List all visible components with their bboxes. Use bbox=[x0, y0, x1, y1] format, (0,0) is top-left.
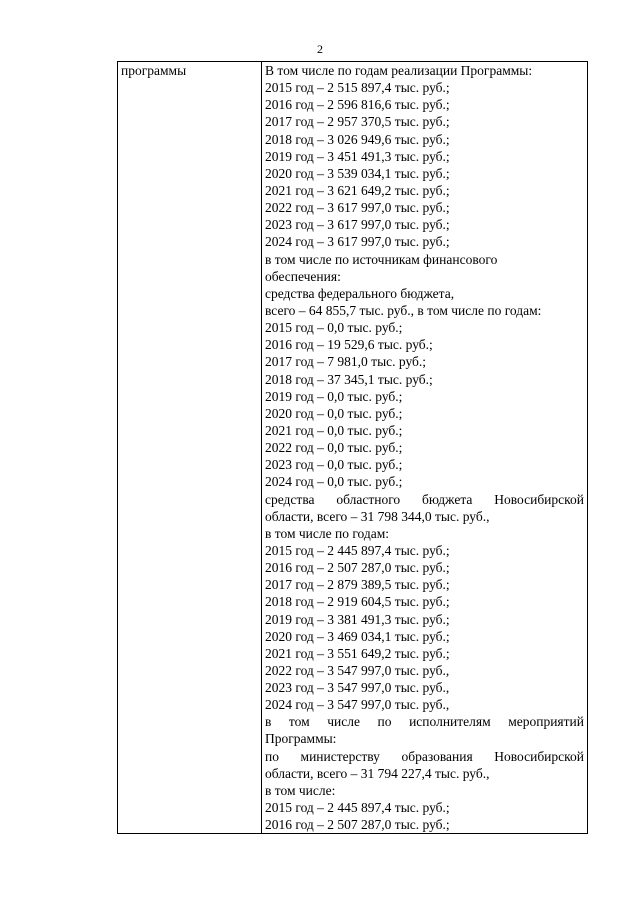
funding-line: 2024 год – 0,0 тыс. руб.; bbox=[265, 474, 403, 490]
funding-line: 2017 год – 7 981,0 тыс. руб.; bbox=[265, 354, 427, 370]
funding-line: средства федерального бюджета, bbox=[265, 285, 455, 301]
funding-line: в том числе по годам: bbox=[265, 525, 390, 541]
funding-line: 2022 год – 3 547 997,0 тыс. руб., bbox=[265, 662, 450, 678]
funding-line: 2023 год – 3 547 997,0 тыс. руб., bbox=[265, 680, 450, 696]
funding-line: 2022 год – 0,0 тыс. руб.; bbox=[265, 440, 403, 456]
funding-line: обеспечения: bbox=[265, 268, 341, 284]
table-row bbox=[118, 62, 588, 834]
funding-line: 2022 год – 3 617 997,0 тыс. руб.; bbox=[265, 200, 450, 216]
row-label-cell bbox=[118, 62, 262, 834]
funding-line: 2015 год – 2 445 897,4 тыс. руб.; bbox=[265, 800, 450, 816]
funding-line: 2015 год – 0,0 тыс. руб.; bbox=[265, 320, 403, 336]
funding-content-cell bbox=[262, 62, 588, 834]
funding-line: 2023 год – 0,0 тыс. руб.; bbox=[265, 457, 403, 473]
funding-line: области, всего – 31 798 344,0 тыс. руб., bbox=[265, 508, 490, 524]
funding-line: 2016 год – 19 529,6 тыс. руб.; bbox=[265, 337, 433, 353]
funding-line: 2024 год – 3 547 997,0 тыс. руб., bbox=[265, 697, 450, 713]
funding-line: 2023 год – 3 617 997,0 тыс. руб.; bbox=[265, 217, 450, 233]
funding-line: 2020 год – 0,0 тыс. руб.; bbox=[265, 405, 403, 421]
funding-line: 2016 год – 2 596 816,6 тыс. руб.; bbox=[265, 97, 450, 113]
funding-line: 2018 год – 3 026 949,6 тыс. руб.; bbox=[265, 131, 450, 147]
funding-line: В том числе по годам реализации Программы: bbox=[265, 63, 533, 78]
row-label: программы bbox=[121, 63, 187, 78]
funding-line: 2021 год – 0,0 тыс. руб.; bbox=[265, 422, 403, 438]
funding-line: 2020 год – 3 469 034,1 тыс. руб.; bbox=[265, 628, 450, 644]
program-passport-table bbox=[117, 61, 588, 834]
funding-line: 2017 год – 2 879 389,5 тыс. руб.; bbox=[265, 577, 450, 593]
funding-line: 2016 год – 2 507 287,0 тыс. руб.; bbox=[265, 560, 450, 576]
funding-line: в том числе: bbox=[265, 782, 336, 798]
funding-line: 2021 год – 3 551 649,2 тыс. руб.; bbox=[265, 645, 450, 661]
funding-line: 2015 год – 2 515 897,4 тыс. руб.; bbox=[265, 80, 450, 96]
funding-line: 2019 год – 3 381 491,3 тыс. руб.; bbox=[265, 611, 450, 627]
funding-line: 2015 год – 2 445 897,4 тыс. руб.; bbox=[265, 542, 450, 558]
funding-line: 2018 год – 2 919 604,5 тыс. руб.; bbox=[265, 594, 450, 610]
funding-line: средства областного бюджета Новосибирской bbox=[265, 491, 584, 507]
funding-line: 2024 год – 3 617 997,0 тыс. руб.; bbox=[265, 234, 450, 250]
funding-line: всего – 64 855,7 тыс. руб., в том числе по годам: bbox=[265, 302, 542, 318]
funding-line: 2017 год – 2 957 370,5 тыс. руб.; bbox=[265, 114, 450, 130]
funding-line: 2021 год – 3 621 649,2 тыс. руб.; bbox=[265, 182, 450, 198]
funding-line: по министерству образования Новосибирской bbox=[265, 748, 584, 764]
funding-line: 2016 год – 2 507 287,0 тыс. руб.; bbox=[265, 817, 450, 833]
funding-line: в том числе по источникам финансового bbox=[265, 251, 498, 267]
funding-line: Программы: bbox=[265, 731, 337, 747]
funding-line: 2019 год – 3 451 491,3 тыс. руб.; bbox=[265, 148, 450, 164]
funding-line: 2020 год – 3 539 034,1 тыс. руб.; bbox=[265, 165, 450, 181]
funding-line: в том числе по исполнителям мероприятий bbox=[265, 714, 584, 730]
funding-line: 2019 год – 0,0 тыс. руб.; bbox=[265, 388, 403, 404]
page-number: 2 bbox=[317, 42, 323, 56]
funding-line: области, всего – 31 794 227,4 тыс. руб., bbox=[265, 765, 490, 781]
funding-line: 2018 год – 37 345,1 тыс. руб.; bbox=[265, 371, 433, 387]
